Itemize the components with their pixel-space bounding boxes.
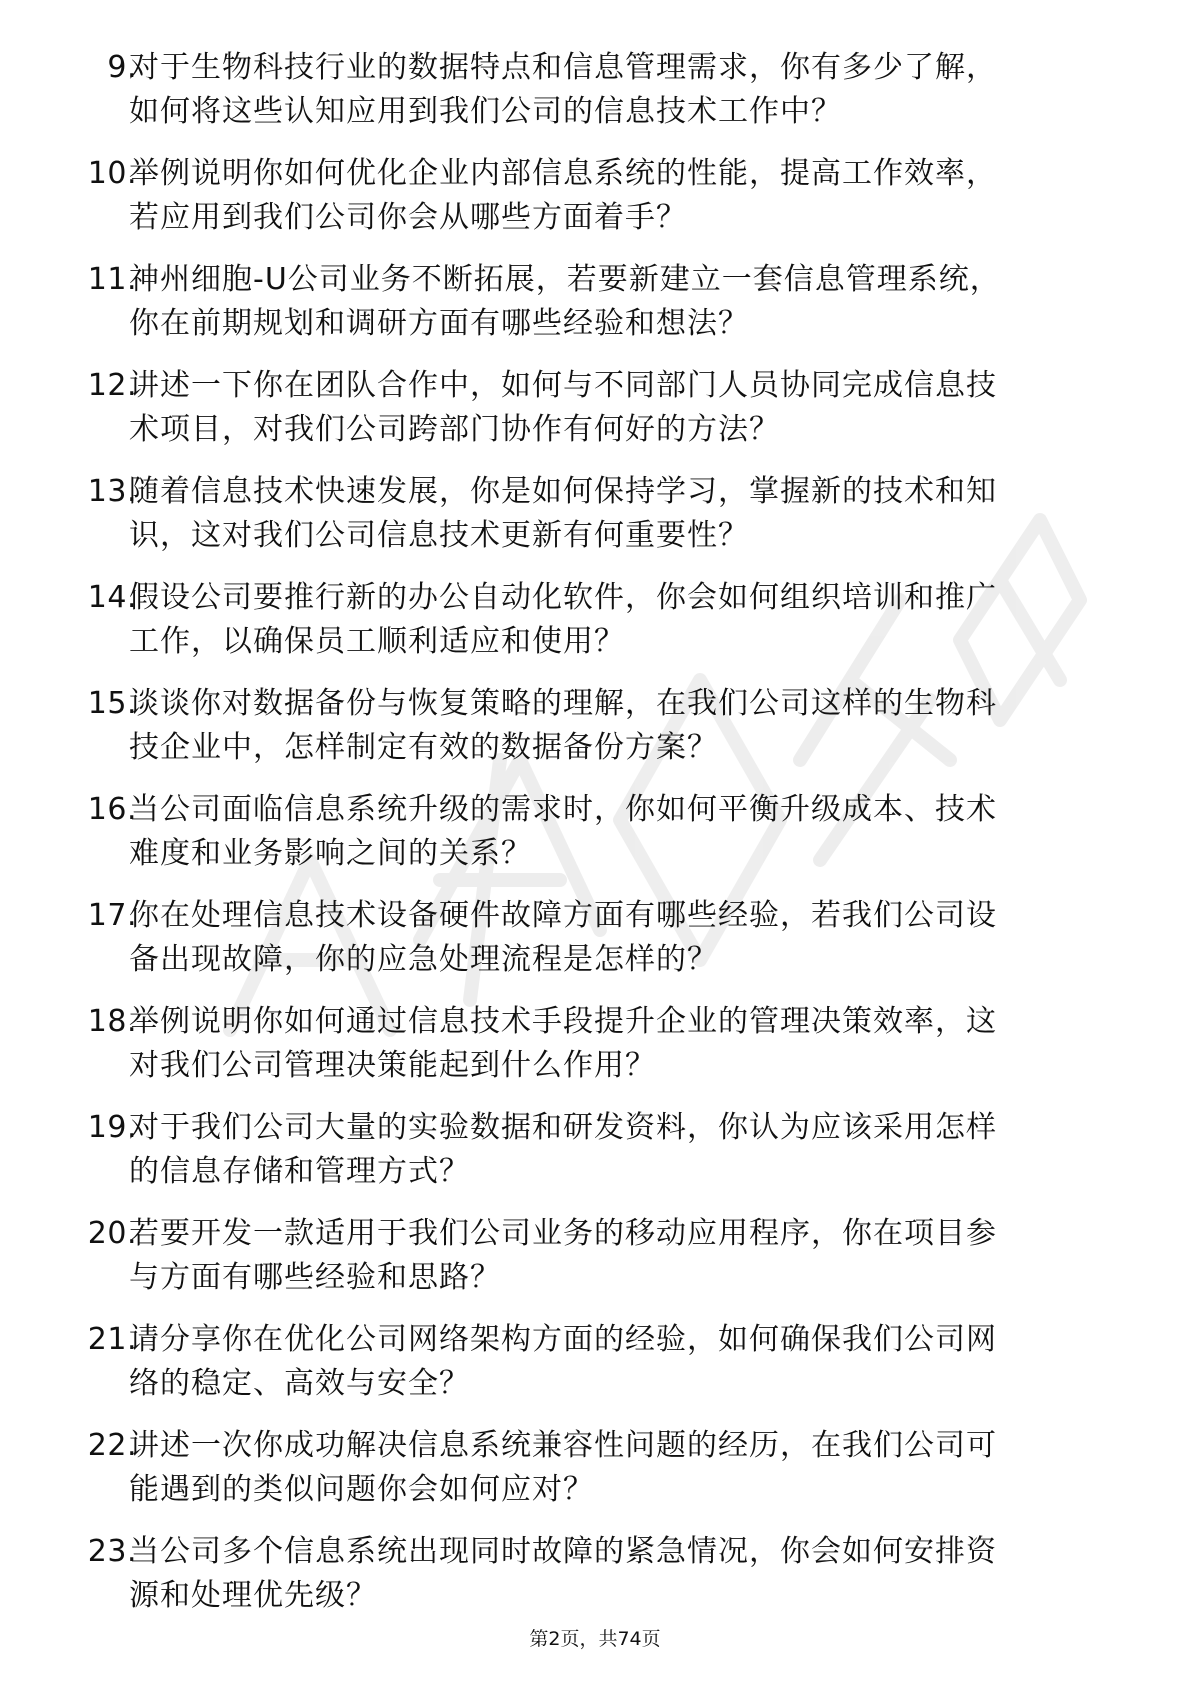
- question-line: 谈谈你对数据备份与恢复策略的理解，在我们公司这样的生物科: [129, 686, 997, 721]
- question-line: 讲述一下你在团队合作中，如何与不同部门人员协同完成信息技: [129, 368, 997, 403]
- question-number: 16.: [87, 792, 137, 827]
- question-line: 的信息存储和管理方式？: [129, 1154, 470, 1189]
- question-item: [0, 576, 1190, 665]
- question-item: [0, 1000, 1190, 1089]
- question-line: 工作，以确保员工顺利适应和使用？: [129, 624, 625, 659]
- question-line: 请分享你在优化公司网络架构方面的经验，如何确保我们公司网: [129, 1322, 997, 1357]
- question-item: [0, 46, 1190, 135]
- question-number: 19.: [87, 1110, 137, 1145]
- question-line: 对于生物科技行业的数据特点和信息管理需求，你有多少了解，: [129, 50, 997, 85]
- question-line: 对我们公司管理决策能起到什么作用？: [129, 1048, 656, 1083]
- question-item: [0, 1212, 1190, 1301]
- question-text: [129, 46, 1119, 134]
- question-line: 举例说明你如何优化企业内部信息系统的性能，提高工作效率，: [129, 156, 997, 191]
- question-line: 神州细胞-U公司业务不断拓展，若要新建立一套信息管理系统，: [129, 262, 1001, 297]
- question-text: [129, 788, 1119, 876]
- question-line: 备出现故障，你的应急处理流程是怎样的？: [129, 942, 718, 977]
- question-text: [129, 258, 1119, 346]
- question-text: [129, 364, 1119, 452]
- question-line: 技企业中，怎样制定有效的数据备份方案？: [129, 730, 718, 765]
- question-item: [0, 258, 1190, 347]
- question-item: [0, 788, 1190, 877]
- question-number: 13.: [87, 474, 137, 509]
- question-text: [129, 1318, 1119, 1406]
- question-line: 难度和业务影响之间的关系？: [129, 836, 532, 871]
- question-line: 络的稳定、高效与安全？: [129, 1366, 470, 1401]
- question-line: 你在处理信息技术设备硬件故障方面有哪些经验，若我们公司设: [129, 898, 997, 933]
- question-line: 若要开发一款适用于我们公司业务的移动应用程序，你在项目参: [129, 1216, 997, 1251]
- question-item: [0, 1530, 1190, 1619]
- question-number: 23.: [87, 1534, 137, 1569]
- question-line: 与方面有哪些经验和思路？: [129, 1260, 501, 1295]
- question-number: 15.: [87, 686, 137, 721]
- question-text: [129, 1212, 1119, 1300]
- question-text: [129, 1000, 1119, 1088]
- question-line: 举例说明你如何通过信息技术手段提升企业的管理决策效率，这: [129, 1004, 997, 1039]
- question-number: 20.: [87, 1216, 137, 1251]
- question-line: 当公司面临信息系统升级的需求时，你如何平衡升级成本、技术: [129, 792, 997, 827]
- question-number: 21.: [87, 1322, 137, 1357]
- question-text: [129, 152, 1119, 240]
- question-text: [129, 1530, 1119, 1618]
- question-list: [0, 46, 1190, 1636]
- question-item: [0, 1318, 1190, 1407]
- question-number: 11.: [87, 262, 137, 297]
- question-text: [129, 682, 1119, 770]
- question-line: 识，这对我们公司信息技术更新有何重要性？: [129, 518, 749, 553]
- question-line: 能遇到的类似问题你会如何应对？: [129, 1472, 594, 1507]
- question-number: 14.: [87, 580, 137, 615]
- question-number: 10.: [87, 156, 137, 191]
- question-item: [0, 364, 1190, 453]
- question-text: [129, 894, 1119, 982]
- question-line: 假设公司要推行新的办公自动化软件，你会如何组织培训和推广: [129, 580, 997, 615]
- question-line: 对于我们公司大量的实验数据和研发资料，你认为应该采用怎样: [129, 1110, 997, 1145]
- question-number: 22.: [87, 1428, 137, 1463]
- question-item: [0, 682, 1190, 771]
- question-item: [0, 894, 1190, 983]
- question-line: 当公司多个信息系统出现同时故障的紧急情况，你会如何安排资: [129, 1534, 997, 1569]
- question-item: [0, 1106, 1190, 1195]
- question-line: 讲述一次你成功解决信息系统兼容性问题的经历，在我们公司可: [129, 1428, 997, 1463]
- question-text: [129, 576, 1119, 664]
- question-item: [0, 152, 1190, 241]
- question-number: 17.: [87, 898, 137, 933]
- question-line: 术项目，对我们公司跨部门协作有何好的方法？: [129, 412, 780, 447]
- question-text: [129, 1424, 1119, 1512]
- question-item: [0, 1424, 1190, 1513]
- question-line: 随着信息技术快速发展，你是如何保持学习，掌握新的技术和知: [129, 474, 997, 509]
- question-number: 18.: [87, 1004, 137, 1039]
- question-line: 你在前期规划和调研方面有哪些经验和想法？: [129, 306, 749, 341]
- question-line: 如何将这些认知应用到我们公司的信息技术工作中？: [129, 94, 842, 129]
- question-text: [129, 1106, 1119, 1194]
- question-number: 12.: [87, 368, 137, 403]
- page-number-footer: 第2页，共74页: [529, 1628, 661, 1650]
- question-line: 若应用到我们公司你会从哪些方面着手？: [129, 200, 687, 235]
- question-item: [0, 470, 1190, 559]
- question-text: [129, 470, 1119, 558]
- question-number: 9.: [107, 50, 137, 85]
- question-line: 源和处理优先级？: [129, 1578, 377, 1613]
